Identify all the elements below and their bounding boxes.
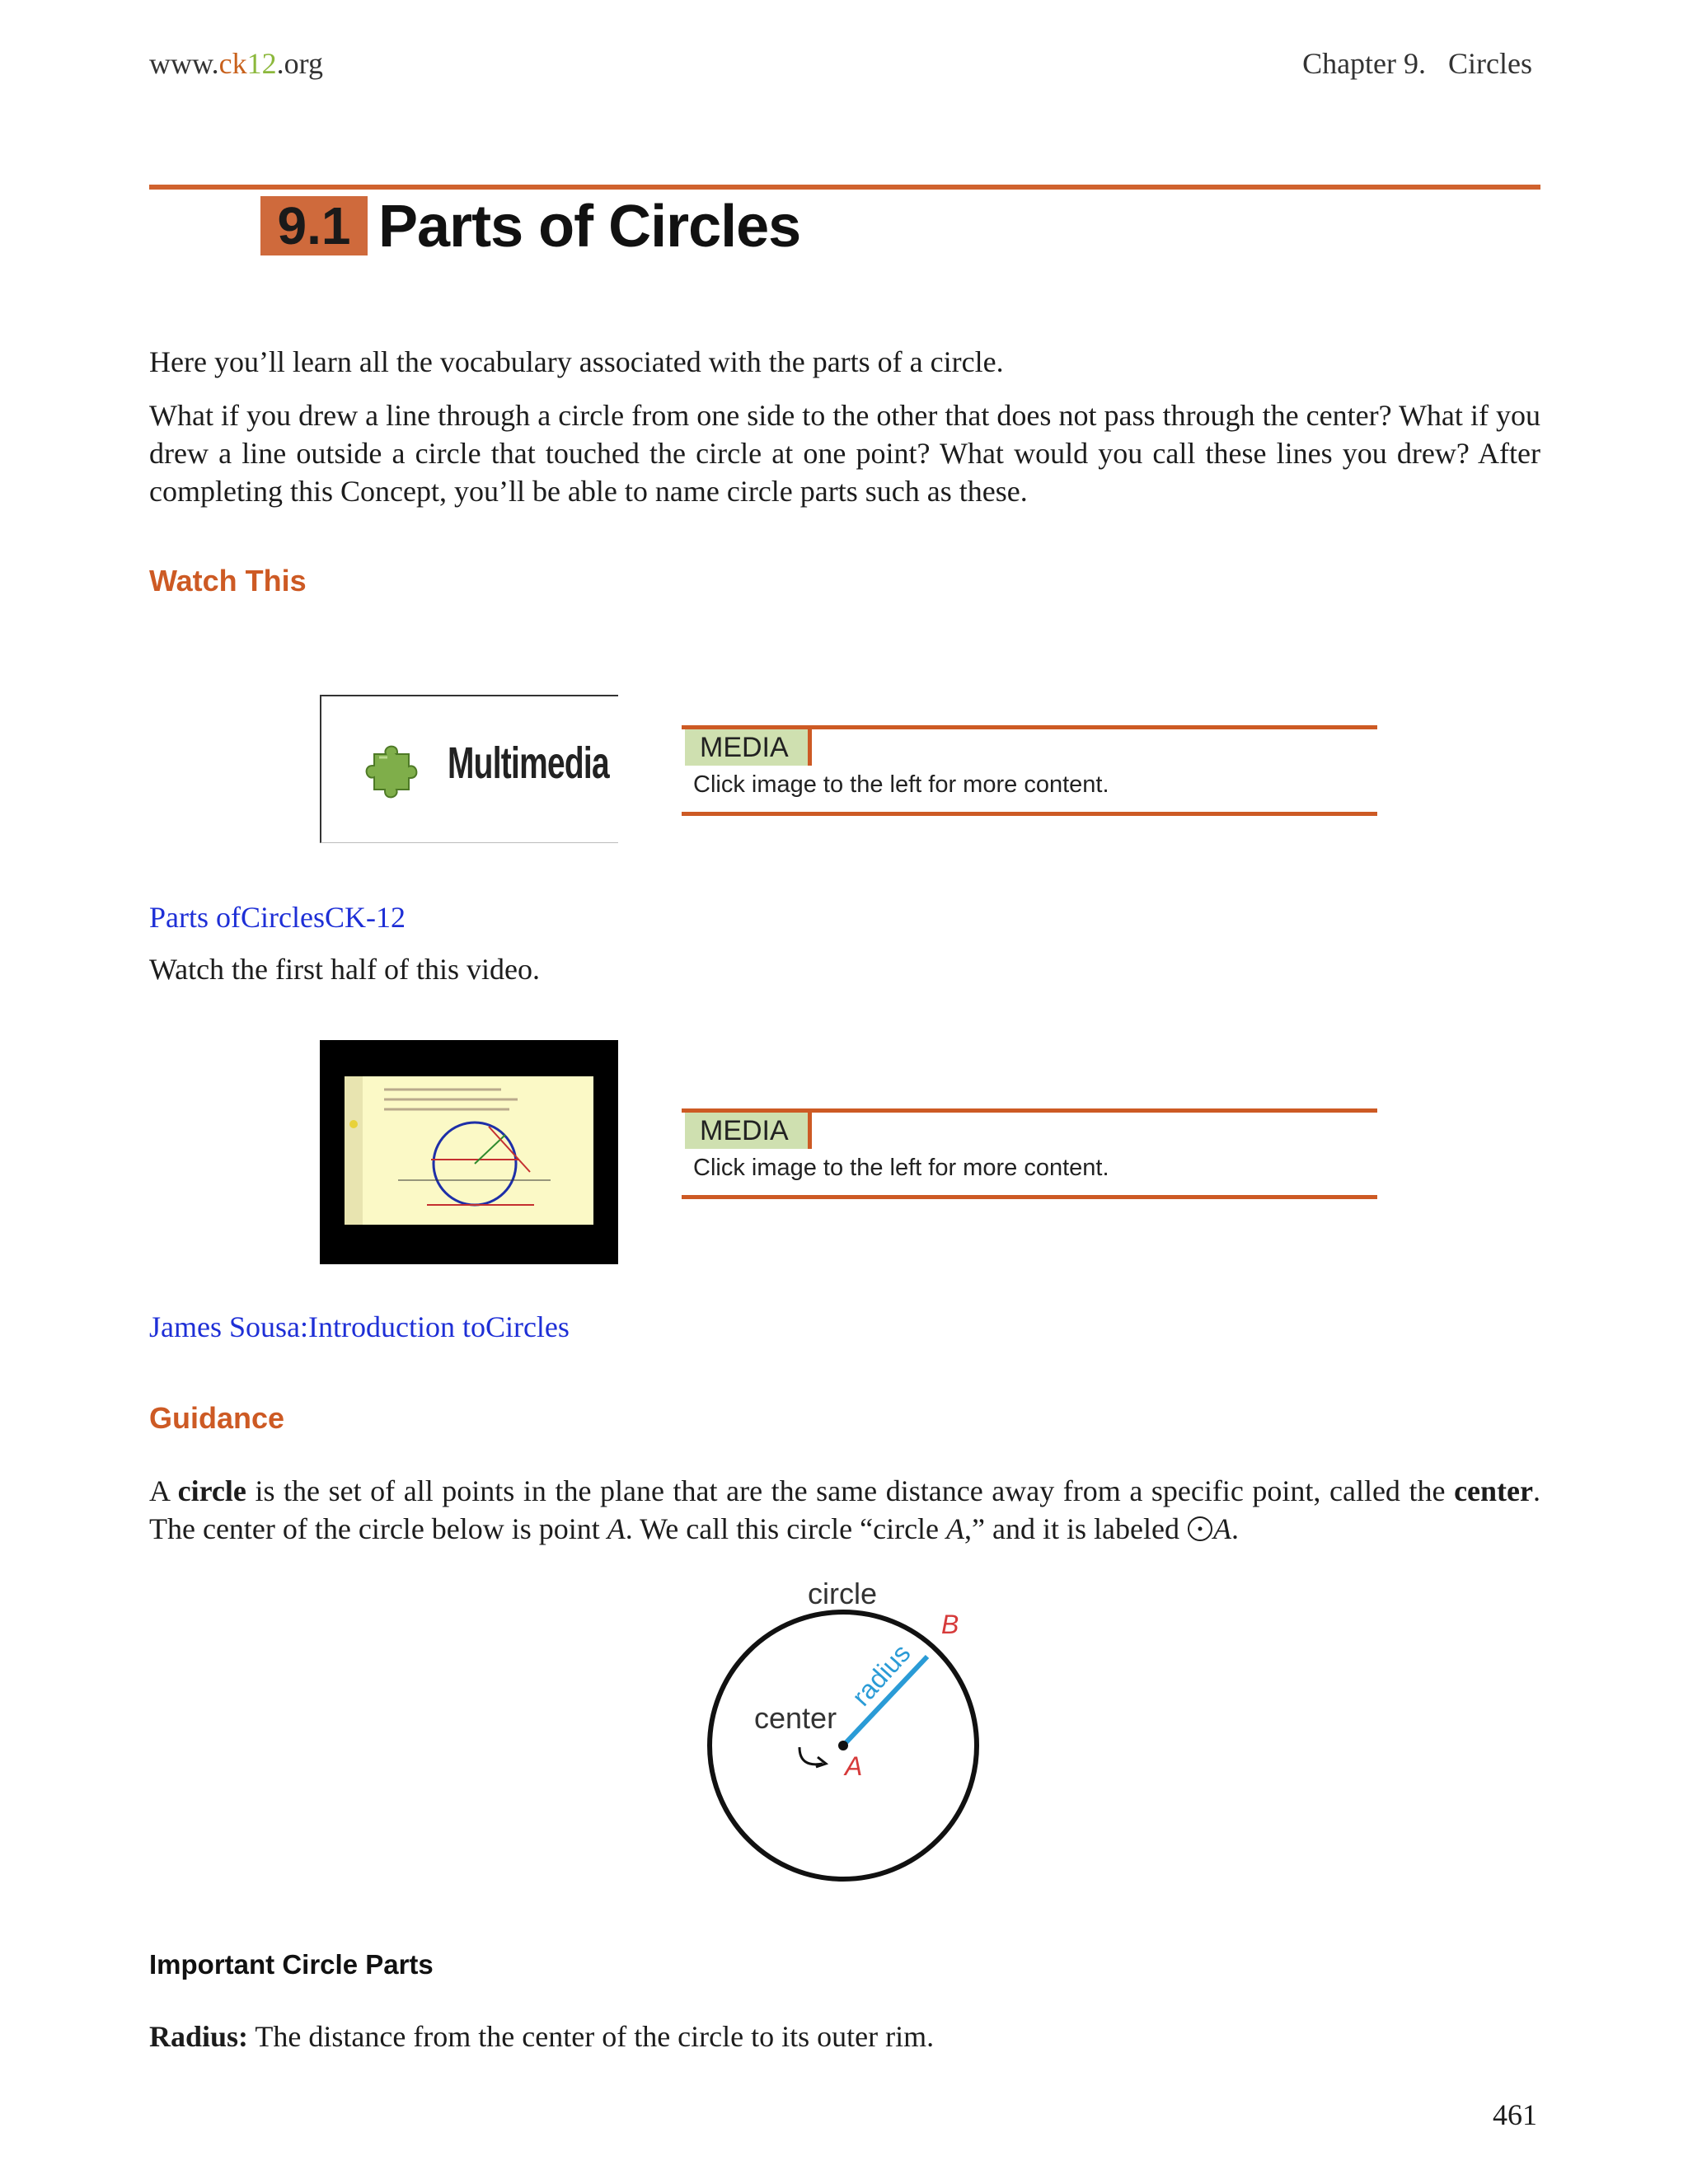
multimedia-label: Multimedia	[448, 738, 609, 788]
site-url[interactable]: www.ck12.org	[149, 47, 323, 80]
label-radius: radius	[846, 1638, 917, 1712]
label-A: A	[845, 1751, 863, 1781]
radius-term: Radius:	[149, 2020, 249, 2053]
title-rule	[149, 185, 1540, 190]
watch-note: Watch the first half of this video.	[149, 953, 540, 986]
section-title: Parts of Circles	[378, 194, 801, 260]
media-caption: Click image to the left for more content.	[693, 771, 1109, 798]
media-caption: Click image to the left for more content.	[693, 1155, 1109, 1181]
video-link-2[interactable]: James Sousa:Introduction toCircles	[149, 1310, 570, 1343]
puzzle-icon	[363, 736, 429, 802]
label-circle: circle	[808, 1577, 878, 1610]
important-heading: Important Circle Parts	[149, 1949, 434, 1980]
media-rule-bottom	[682, 812, 1377, 816]
video-link-1[interactable]: Parts ofCirclesCK-12	[149, 901, 406, 934]
circle-diagram	[692, 1574, 989, 1887]
guidance-heading: Guidance	[149, 1401, 285, 1435]
media-callout-2	[682, 1108, 1377, 1199]
section-number: 9.1	[260, 196, 368, 255]
term-center: center	[1454, 1474, 1533, 1507]
video-thumbnail[interactable]	[320, 1040, 618, 1264]
radius-definition: Radius: The distance from the center of the circle to its outer rim.	[149, 2020, 935, 2053]
intro-paragraph-2: What if you drew a line through a circle from one side to the other that does not pass through the center? What if you drew a line outside a circle that touched the circle at one point? What would you call these lines you drew? After completing this Concept, you’ll be able to name circle parts such as these.	[149, 399, 1540, 508]
term-circle: circle	[177, 1474, 246, 1507]
guidance-paragraph: A circle is the set of all points in the plane that are the same distance away from a specific point, called the center. The center of the circle below is point A. We call this circle “circle A,” and it is labeled A.	[149, 1474, 1540, 1545]
page-number: 461	[1493, 2098, 1537, 2131]
label-center: center	[754, 1701, 837, 1735]
label-B: B	[941, 1610, 959, 1639]
watch-heading: Watch This	[149, 564, 307, 598]
chapter-heading: Chapter 9. Circles	[1302, 47, 1532, 80]
media-callout-1	[682, 725, 1377, 816]
multimedia-thumbnail[interactable]	[320, 695, 618, 843]
media-tag: MEDIA	[685, 1113, 812, 1149]
circle-dot-icon	[1187, 1513, 1213, 1540]
media-tag: MEDIA	[685, 729, 812, 766]
media-rule-bottom	[682, 1195, 1377, 1199]
video-still-image	[320, 1040, 618, 1264]
intro-paragraph-1: Here you’ll learn all the vocabulary associated with the parts of a circle.	[149, 345, 1004, 378]
